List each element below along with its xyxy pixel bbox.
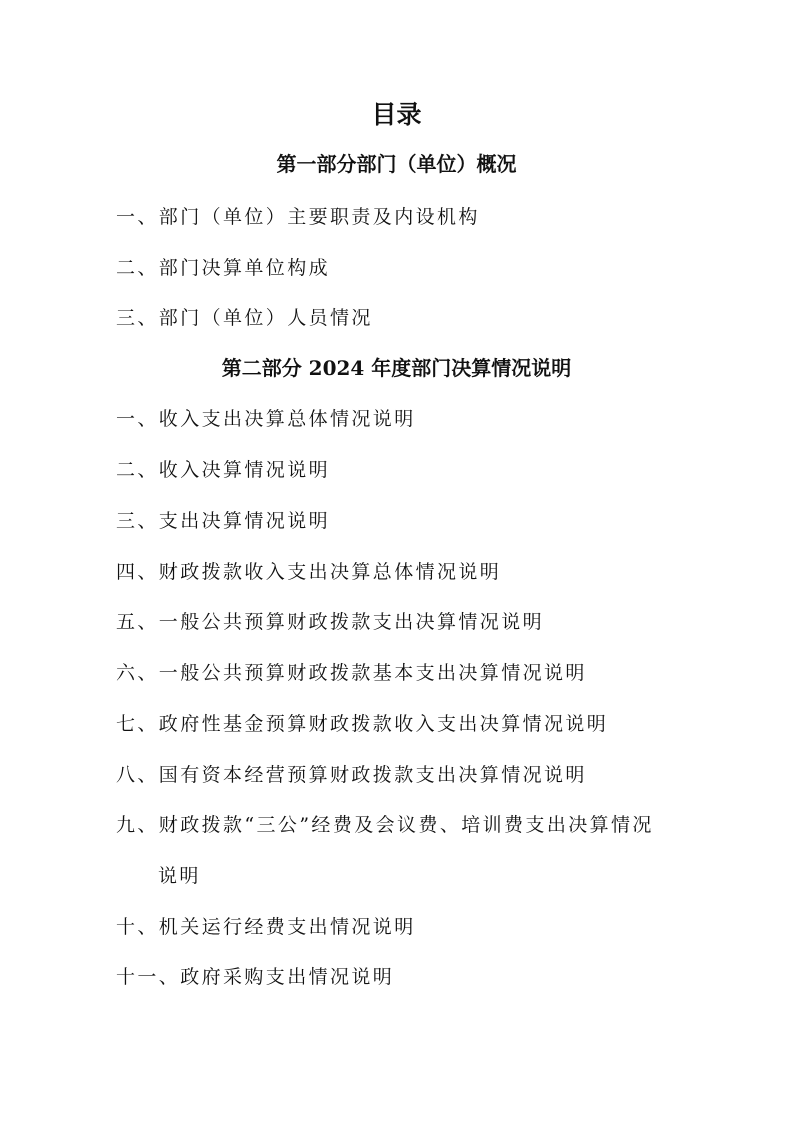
toc-item-part2-8: 八、国有资本经营预算财政拨款支出决算情况说明 (116, 764, 587, 786)
toc-item-part2-11: 十一、政府采购支出情况说明 (116, 966, 395, 988)
toc-item-part2-9: 九、财政拨款“三公”经费及会议费、培训费支出决算情况 (116, 814, 654, 836)
toc-item-part2-10: 十、机关运行经费支出情况说明 (116, 916, 416, 938)
part2-heading: 第二部分 2024 年度部门决算情况说明 (221, 356, 572, 380)
toc-item-part2-5: 五、一般公共预算财政拨款支出决算情况说明 (116, 611, 545, 633)
toc-item-part1-1: 一、部门（单位）主要职责及内设机构 (116, 206, 480, 228)
toc-item-part2-9-continued: 说明 (158, 865, 201, 887)
toc-item-part1-3: 三、部门（单位）人员情况 (116, 307, 373, 329)
toc-item-part1-2: 二、部门决算单位构成 (116, 257, 331, 279)
part1-heading: 第一部分部门（单位）概况 (276, 152, 517, 176)
toc-item-part2-7: 七、政府性基金预算财政拨款收入支出决算情况说明 (116, 713, 609, 735)
toc-item-part2-2: 二、收入决算情况说明 (116, 459, 331, 481)
toc-item-part2-4: 四、财政拨款收入支出决算总体情况说明 (116, 561, 502, 583)
toc-item-part2-1: 一、收入支出决算总体情况说明 (116, 408, 416, 430)
toc-item-part2-6: 六、一般公共预算财政拨款基本支出决算情况说明 (116, 662, 587, 684)
toc-item-part2-3: 三、支出决算情况说明 (116, 510, 331, 532)
toc-title: 目录 (371, 100, 422, 129)
